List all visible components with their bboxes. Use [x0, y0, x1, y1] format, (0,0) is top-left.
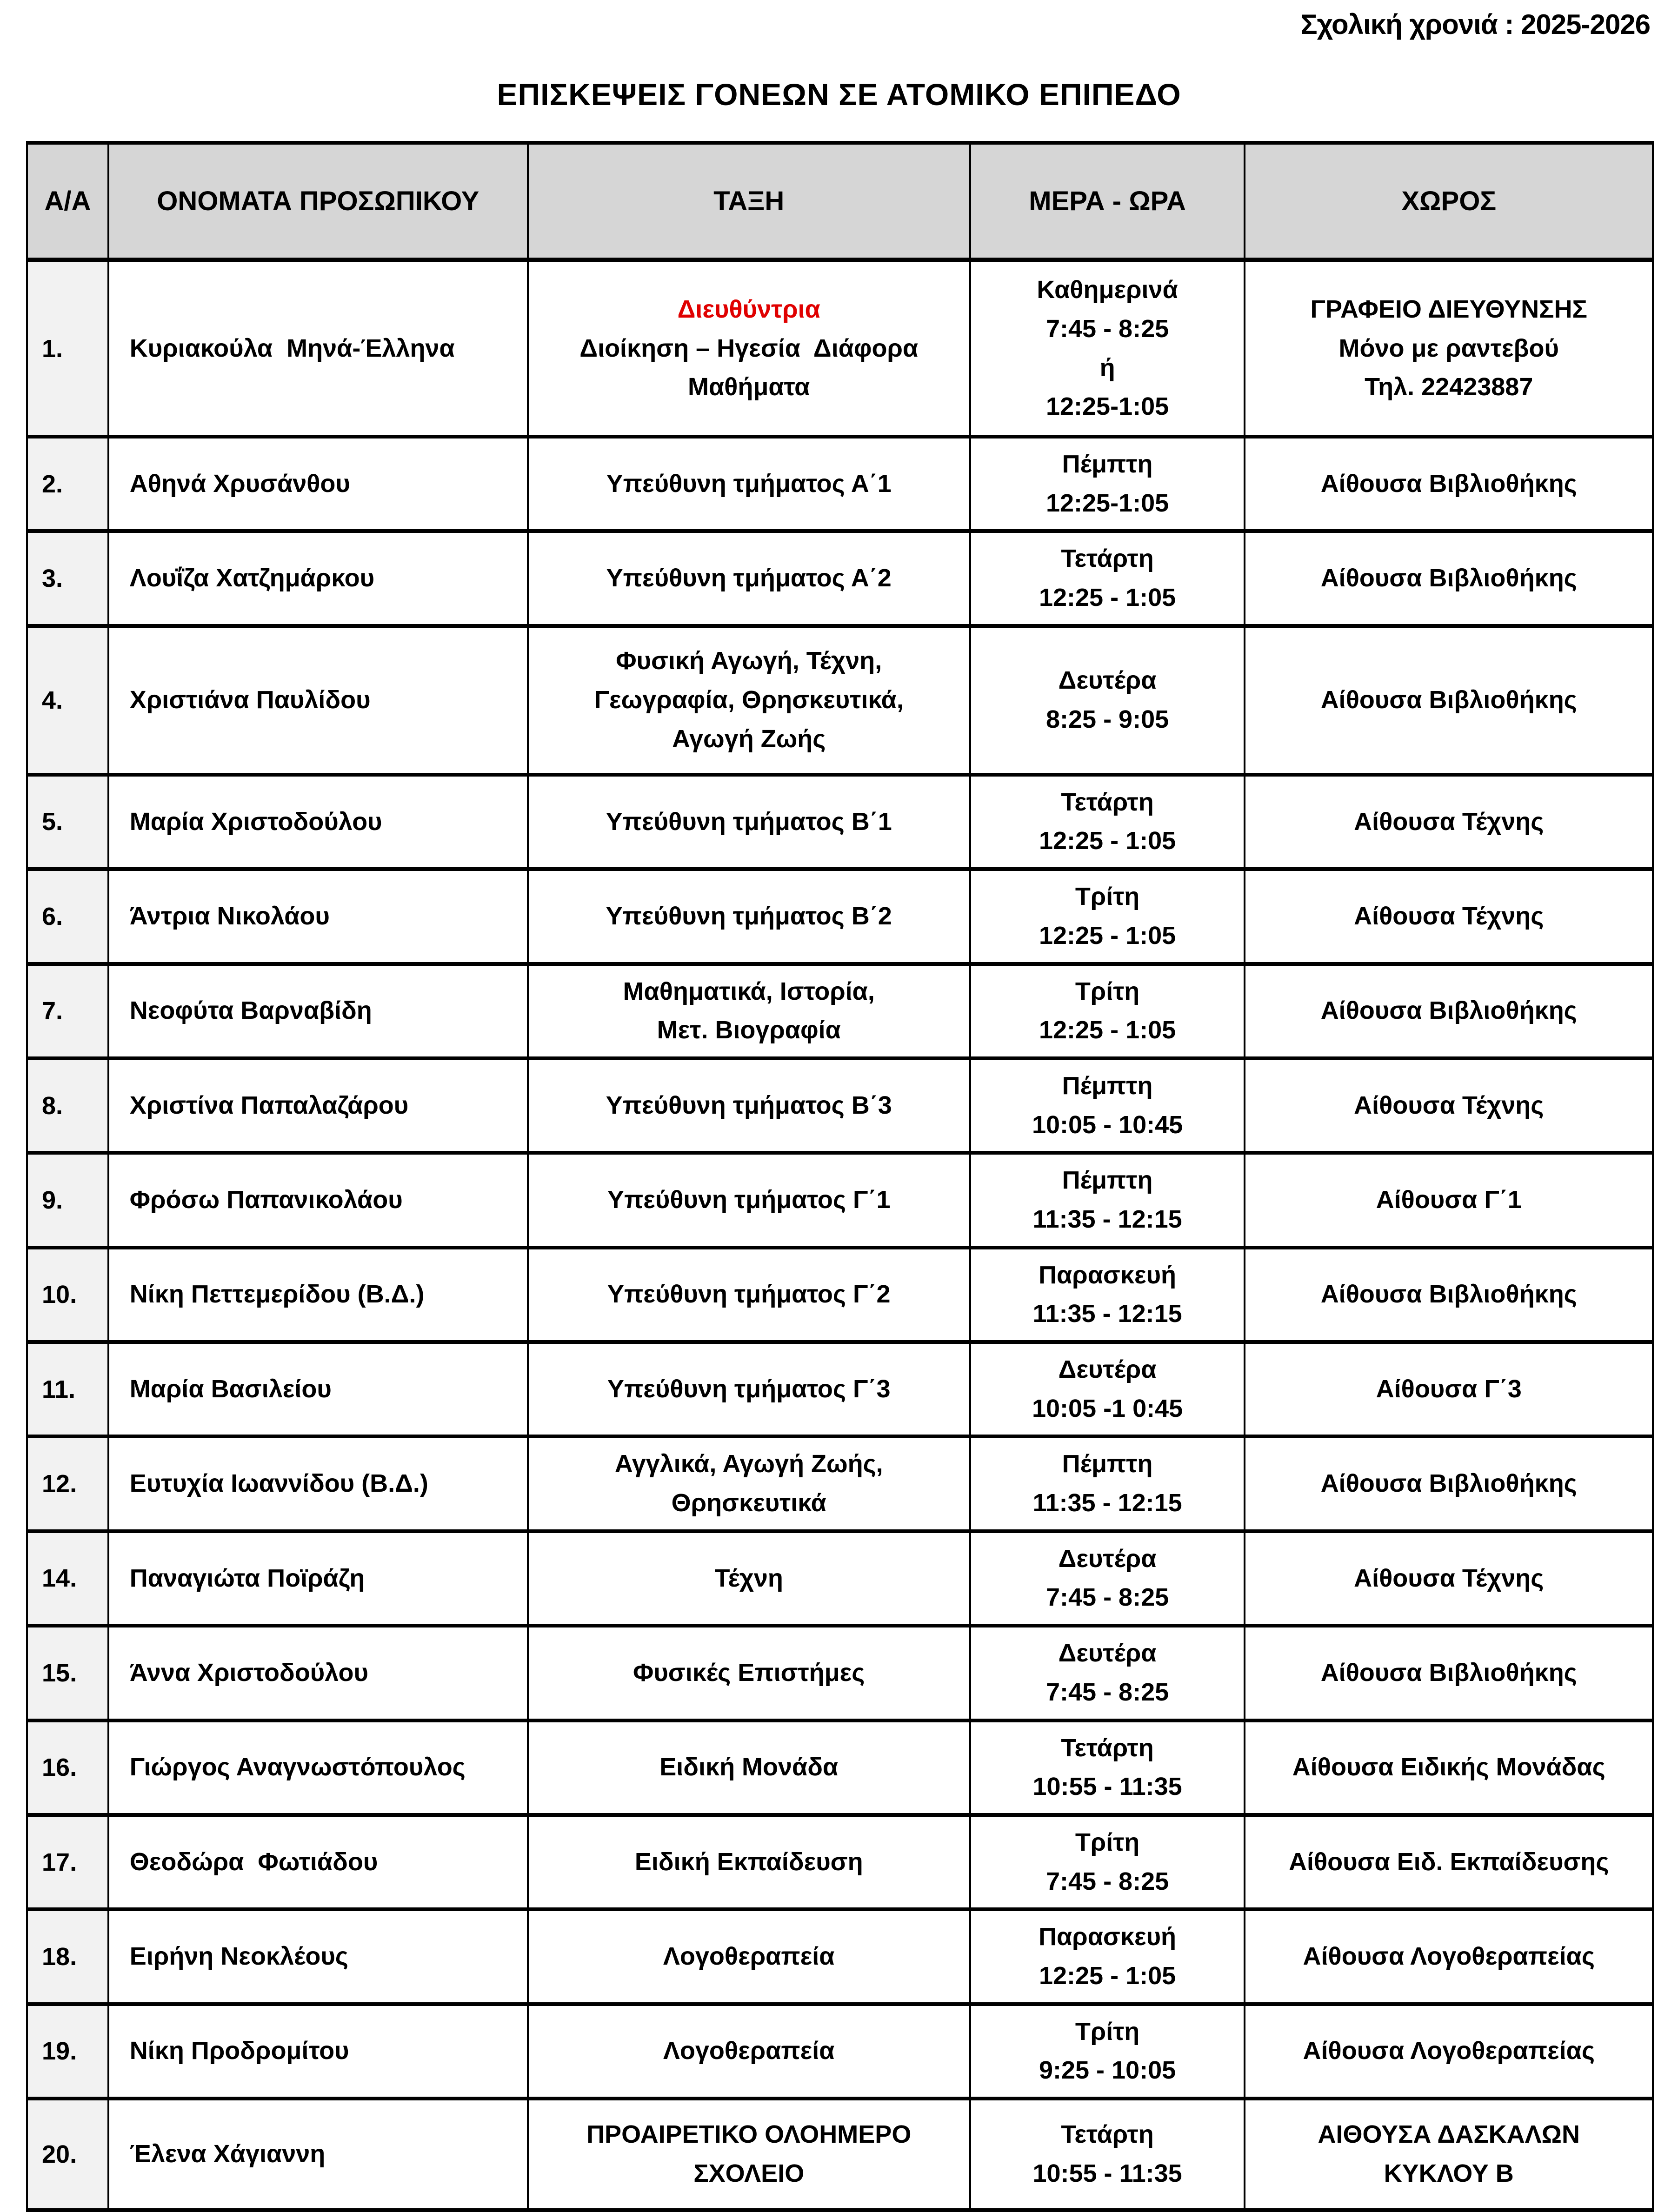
cell-staff-name [108, 869, 528, 963]
cell-line: 7:45 - 8:25 [1045, 1867, 1169, 1895]
cell-line: ΣΧΟΛΕΙΟ [693, 2159, 805, 2187]
cell-index: 16. [27, 1720, 108, 1815]
cell-class [528, 437, 970, 531]
cell-room [1245, 437, 1653, 531]
cell-day-time [970, 531, 1245, 625]
cell-index: 9. [27, 1153, 108, 1247]
cell-staff-name [108, 1342, 528, 1436]
school-year-label: Σχολική χρονιά : 2025-2026 [1300, 9, 1650, 40]
cell-room [1245, 1436, 1653, 1531]
cell-staff-name [108, 1815, 528, 1909]
cell-staff-name [108, 1153, 528, 1247]
cell-line: ΚΥΚΛΟΥ Β [1384, 2159, 1514, 2187]
cell-line: Αγωγή Ζωής [672, 724, 826, 753]
cell-room [1245, 260, 1653, 437]
cell-line: 11:35 - 12:15 [1032, 1205, 1182, 1233]
cell-line: Αίθουσα Λογοθεραπείας [1303, 1942, 1595, 1971]
cell-staff-name [108, 1626, 528, 1720]
staff-name-text: Νίκη Πεττεμερίδου (Β.Δ.) [129, 1280, 425, 1309]
cell-line: Αίθουσα Βιβλιοθήκης [1320, 1469, 1577, 1498]
cell-line: Αίθουσα Λογοθεραπείας [1303, 2037, 1595, 2065]
cell-line: 10:05 -1 0:45 [1032, 1394, 1183, 1422]
table-row [27, 1531, 1653, 1626]
cell-room [1245, 869, 1653, 963]
cell-index: 6. [27, 869, 108, 963]
staff-name-text: Αθηνά Χρυσάνθου [129, 469, 350, 498]
cell-index: 18. [27, 1909, 108, 2004]
cell-line: 11:35 - 12:15 [1032, 1300, 1182, 1328]
cell-index: 2. [27, 437, 108, 531]
table-row [27, 1626, 1653, 1720]
cell-line: Τρίτη [1075, 1828, 1140, 1856]
cell-staff-name [108, 1909, 528, 2004]
table-row [27, 775, 1653, 869]
cell-class [528, 1815, 970, 1909]
cell-line: 8:25 - 9:05 [1045, 705, 1169, 733]
cell-staff-name [108, 775, 528, 869]
cell-staff-name [108, 1436, 528, 1531]
cell-line: Πέμπτη [1062, 1071, 1153, 1100]
staff-name-text: Μαρία Χριστοδούλου [129, 807, 382, 836]
cell-class [528, 2099, 970, 2210]
cell-room [1245, 1058, 1653, 1153]
cell-room [1245, 1153, 1653, 1247]
table-row [27, 1815, 1653, 1909]
cell-index: 17. [27, 1815, 108, 1909]
cell-line: ή [1099, 353, 1115, 382]
cell-line: Αίθουσα Βιβλιοθήκης [1320, 1280, 1577, 1309]
cell-line: Υπεύθυνη τμήματος Γ΄1 [607, 1186, 891, 1214]
column-header-4: ΧΩΡΟΣ [1245, 143, 1653, 260]
cell-line: 10:05 - 10:45 [1032, 1110, 1183, 1139]
cell-class [528, 1531, 970, 1626]
cell-line: Μόνο με ραντεβού [1338, 334, 1559, 362]
cell-line: ΑΙΘΟΥΣΑ ΔΑΣΚΑΛΩΝ [1318, 2120, 1580, 2149]
staff-name-text: Χριστιάνα Παυλίδου [129, 685, 371, 714]
staff-name-text: Ειρήνη Νεοκλέους [129, 1942, 348, 1971]
cell-line: Μαθηματικά, Ιστορία, [623, 977, 875, 1005]
cell-line: 12:25 - 1:05 [1039, 584, 1176, 612]
cell-line: Υπεύθυνη τμήματος Β΄2 [606, 902, 892, 930]
staff-name-text: Παναγιώτα Ποϊράζη [129, 1564, 365, 1592]
cell-line: Καθημερινά [1037, 276, 1178, 304]
table-row [27, 531, 1653, 625]
cell-line: ΠΡΟΑΙΡΕΤΙΚΟ ΟΛΟΗΜΕΡΟ [586, 2120, 912, 2149]
table-row [27, 260, 1653, 437]
cell-staff-name [108, 1058, 528, 1153]
cell-room [1245, 531, 1653, 625]
staff-name-text: Άντρια Νικολάου [129, 902, 330, 930]
table-row [27, 964, 1653, 1058]
cell-line: Αίθουσα Γ΄1 [1376, 1186, 1522, 1214]
cell-line: Τετάρτη [1061, 545, 1154, 573]
cell-line: Αίθουσα Τέχνης [1354, 1564, 1544, 1592]
cell-line: 7:45 - 8:25 [1045, 1583, 1169, 1612]
cell-staff-name [108, 626, 528, 775]
cell-line: Υπεύθυνη τμήματος Β΄3 [606, 1091, 892, 1119]
table-row [27, 869, 1653, 963]
staff-name-text: Κυριακούλα Μηνά-Έλληνα [129, 334, 455, 362]
cell-line: Μετ. Βιογραφία [657, 1016, 841, 1044]
cell-day-time [970, 1531, 1245, 1626]
cell-staff-name [108, 1248, 528, 1342]
cell-staff-name [108, 964, 528, 1058]
cell-line: Υπεύθυνη τμήματος Γ΄2 [607, 1280, 891, 1309]
cell-line: 12:25-1:05 [1045, 392, 1169, 421]
table-row [27, 2004, 1653, 2099]
cell-line: Παρασκευή [1039, 1923, 1177, 1951]
staff-name-text: Ευτυχία Ιωαννίδου (Β.Δ.) [129, 1469, 428, 1498]
staff-name-text: Μαρία Βασιλείου [129, 1375, 332, 1403]
cell-room [1245, 1531, 1653, 1626]
cell-index: 10. [27, 1248, 108, 1342]
cell-staff-name [108, 437, 528, 531]
cell-line: Παρασκευή [1039, 1261, 1177, 1289]
cell-room [1245, 626, 1653, 775]
cell-day-time [970, 437, 1245, 531]
cell-index: 14. [27, 1531, 108, 1626]
cell-line: 9:25 - 10:05 [1039, 2056, 1176, 2085]
cell-line: Λογοθεραπεία [663, 1942, 835, 1971]
cell-index: 20. [27, 2099, 108, 2210]
cell-line: Αίθουσα Βιβλιοθήκης [1320, 685, 1577, 714]
cell-staff-name [108, 1531, 528, 1626]
table-row [27, 1436, 1653, 1531]
cell-index: 1. [27, 260, 108, 437]
cell-line: Αίθουσα Βιβλιοθήκης [1320, 996, 1577, 1025]
cell-line: Υπεύθυνη τμήματος Α΄1 [606, 469, 892, 498]
cell-class [528, 869, 970, 963]
cell-line: 7:45 - 8:25 [1045, 314, 1169, 343]
cell-line: Αγγλικά, Αγωγή Ζωής, [614, 1450, 883, 1478]
table-row [27, 626, 1653, 775]
cell-index: 5. [27, 775, 108, 869]
table-row [27, 1248, 1653, 1342]
cell-line: Τρίτη [1075, 2017, 1140, 2046]
cell-line: Διευθύντρια [677, 295, 820, 323]
cell-room [1245, 1909, 1653, 2004]
cell-line: Φυσική Αγωγή, Τέχνη, [616, 647, 882, 675]
cell-day-time [970, 1909, 1245, 2004]
cell-class [528, 1058, 970, 1153]
staff-name-text: Νεοφύτα Βαρναβίδη [129, 996, 372, 1025]
cell-day-time [970, 2099, 1245, 2210]
cell-line: Αίθουσα Ειδικής Μονάδας [1292, 1753, 1605, 1781]
cell-line: Δευτέρα [1058, 666, 1157, 695]
cell-line: 12:25 - 1:05 [1039, 921, 1176, 950]
cell-room [1245, 1720, 1653, 1815]
cell-line: 11:35 - 12:15 [1032, 1489, 1182, 1517]
cell-line: Διοίκηση – Ηγεσία Διάφορα [579, 334, 919, 362]
cell-day-time [970, 1436, 1245, 1531]
cell-index: 4. [27, 626, 108, 775]
cell-line: Αίθουσα Γ΄3 [1376, 1375, 1522, 1403]
cell-day-time [970, 964, 1245, 1058]
staff-name-text: Γιώργος Αναγνωστόπουλος [129, 1753, 466, 1781]
cell-class [528, 1153, 970, 1247]
cell-line: Πέμπτη [1062, 1166, 1153, 1195]
cell-staff-name [108, 1720, 528, 1815]
cell-line: Ειδική Μονάδα [659, 1753, 839, 1781]
cell-class [528, 626, 970, 775]
cell-day-time [970, 1153, 1245, 1247]
cell-day-time [970, 1815, 1245, 1909]
cell-day-time [970, 2004, 1245, 2099]
table-row [27, 1342, 1653, 1436]
table-row [27, 1909, 1653, 2004]
cell-room [1245, 1815, 1653, 1909]
column-header-0: Α/Α [27, 143, 108, 260]
cell-index: 19. [27, 2004, 108, 2099]
column-header-3: ΜΕΡΑ - ΩΡΑ [970, 143, 1245, 260]
cell-class [528, 964, 970, 1058]
cell-day-time [970, 775, 1245, 869]
cell-line: Τηλ. 22423887 [1365, 373, 1533, 401]
staff-name-text: Νίκη Προδρομίτου [129, 2037, 349, 2065]
cell-line: Πέμπτη [1062, 1450, 1153, 1478]
cell-line: Τρίτη [1075, 883, 1140, 911]
table-row [27, 1720, 1653, 1815]
cell-class [528, 2004, 970, 2099]
cell-line: Τετάρτη [1061, 788, 1154, 816]
cell-index: 3. [27, 531, 108, 625]
cell-line: Αίθουσα Τέχνης [1354, 902, 1544, 930]
cell-line: Πέμπτη [1062, 450, 1153, 478]
cell-class [528, 1248, 970, 1342]
staff-name-text: Άννα Χριστοδούλου [129, 1658, 368, 1687]
schedule-table [26, 141, 1654, 2212]
table-header-row [27, 143, 1653, 260]
cell-index: 7. [27, 964, 108, 1058]
cell-line: Δευτέρα [1058, 1544, 1157, 1573]
cell-day-time [970, 626, 1245, 775]
cell-class [528, 1626, 970, 1720]
cell-line: Ειδική Εκπαίδευση [634, 1847, 863, 1876]
staff-name-text: Λουΐζα Χατζημάρκου [129, 564, 375, 592]
table-row [27, 437, 1653, 531]
table-row [27, 1153, 1653, 1247]
staff-name-text: Χριστίνα Παπαλαζάρου [129, 1091, 409, 1119]
cell-class [528, 775, 970, 869]
column-header-1: ΟΝΟΜΑΤΑ ΠΡΟΣΩΠΙΚΟΥ [108, 143, 528, 260]
cell-class [528, 1720, 970, 1815]
cell-class [528, 260, 970, 437]
cell-line: Θρησκευτικά [671, 1489, 826, 1517]
cell-class [528, 1909, 970, 2004]
cell-line: 12:25-1:05 [1045, 489, 1169, 517]
cell-line: Τέχνη [714, 1564, 783, 1592]
cell-line: Μαθήματα [688, 373, 810, 401]
cell-line: Υπεύθυνη τμήματος Β΄1 [606, 807, 892, 836]
page-title: ΕΠΙΣΚΕΨΕΙΣ ΓΟΝΕΩΝ ΣΕ ΑΤΟΜΙΚΟ ΕΠΙΠΕΔΟ [497, 77, 1181, 112]
cell-index: 12. [27, 1436, 108, 1531]
cell-room [1245, 2004, 1653, 2099]
cell-class [528, 1436, 970, 1531]
cell-line: Αίθουσα Ειδ. Εκπαίδευσης [1288, 1847, 1609, 1876]
cell-line: 7:45 - 8:25 [1045, 1678, 1169, 1706]
cell-line: Αίθουσα Τέχνης [1354, 1091, 1544, 1119]
cell-line: Τετάρτη [1061, 2120, 1154, 2149]
cell-line: 12:25 - 1:05 [1039, 1016, 1176, 1044]
cell-day-time [970, 1342, 1245, 1436]
cell-line: Τρίτη [1075, 977, 1140, 1005]
cell-index: 8. [27, 1058, 108, 1153]
cell-line: Υπεύθυνη τμήματος Γ΄3 [607, 1375, 891, 1403]
cell-room [1245, 775, 1653, 869]
cell-line: 10:55 - 11:35 [1032, 2159, 1182, 2187]
cell-line: Δευτέρα [1058, 1639, 1157, 1667]
cell-line: Γεωγραφία, Θρησκευτικά, [594, 685, 904, 714]
cell-staff-name [108, 260, 528, 437]
cell-index: 11. [27, 1342, 108, 1436]
cell-line: Υπεύθυνη τμήματος Α΄2 [606, 564, 892, 592]
cell-room [1245, 1626, 1653, 1720]
cell-staff-name [108, 2004, 528, 2099]
cell-day-time [970, 1626, 1245, 1720]
cell-line: Φυσικές Επιστήμες [633, 1658, 865, 1687]
cell-day-time [970, 1058, 1245, 1153]
cell-line: Αίθουσα Βιβλιοθήκης [1320, 564, 1577, 592]
cell-staff-name [108, 2099, 528, 2210]
cell-line: Αίθουσα Τέχνης [1354, 807, 1544, 836]
cell-line: Δευτέρα [1058, 1355, 1157, 1383]
cell-room [1245, 1342, 1653, 1436]
table-row [27, 1058, 1653, 1153]
cell-line: ΓΡΑΦΕΙΟ ΔΙΕΥΘΥΝΣΗΣ [1310, 295, 1587, 323]
cell-line: 12:25 - 1:05 [1039, 827, 1176, 855]
cell-line: Λογοθεραπεία [663, 2037, 835, 2065]
cell-line: Αίθουσα Βιβλιοθήκης [1320, 469, 1577, 498]
cell-class [528, 1342, 970, 1436]
cell-day-time [970, 1720, 1245, 1815]
cell-staff-name [108, 531, 528, 625]
cell-line: Τετάρτη [1061, 1734, 1154, 1762]
cell-room [1245, 2099, 1653, 2210]
cell-day-time [970, 1248, 1245, 1342]
table-row [27, 2099, 1653, 2210]
cell-line: 12:25 - 1:05 [1039, 1961, 1176, 1990]
table-header [27, 143, 1653, 260]
staff-name-text: Φρόσω Παπανικολάου [129, 1186, 403, 1214]
staff-name-text: Έλενα Χάγιαννη [129, 2140, 326, 2168]
staff-name-text: Θεοδώρα Φωτιάδου [129, 1847, 378, 1876]
cell-line: Αίθουσα Βιβλιοθήκης [1320, 1658, 1577, 1687]
cell-room [1245, 964, 1653, 1058]
cell-index: 15. [27, 1626, 108, 1720]
cell-day-time [970, 869, 1245, 963]
cell-line: 10:55 - 11:35 [1032, 1773, 1182, 1801]
cell-class [528, 531, 970, 625]
column-header-2: ΤΑΞΗ [528, 143, 970, 260]
cell-room [1245, 1248, 1653, 1342]
cell-day-time [970, 260, 1245, 437]
